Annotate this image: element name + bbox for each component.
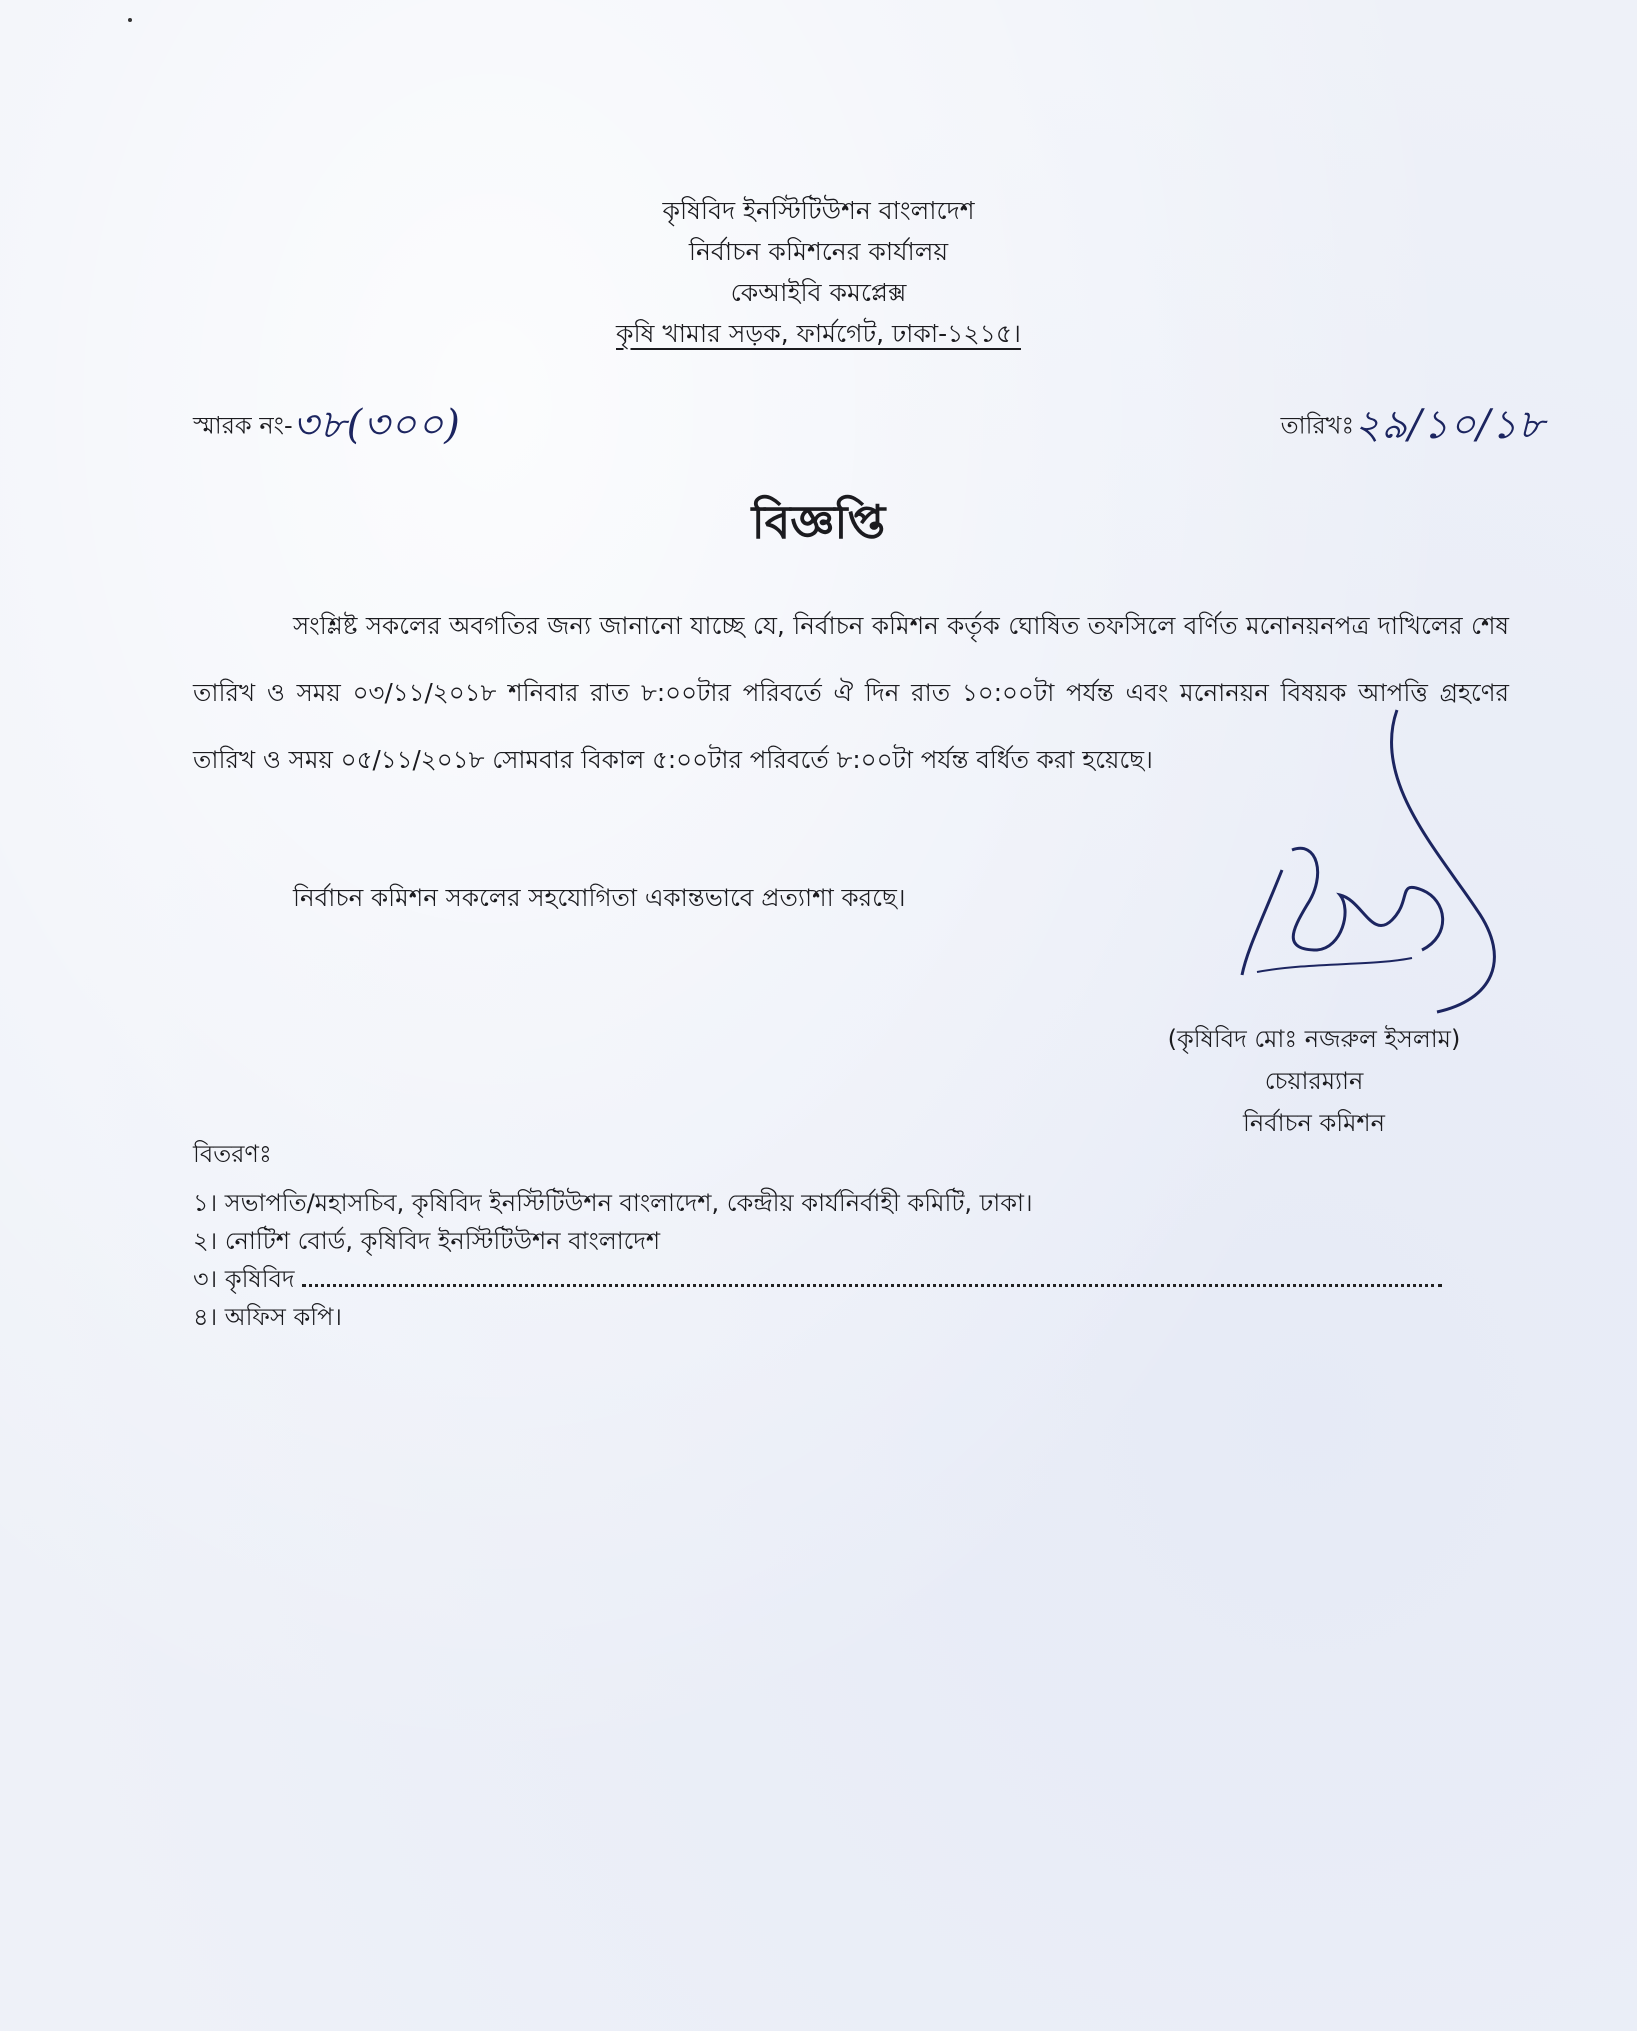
distribution-list — [193, 1184, 1442, 1336]
date-label: তারিখঃ — [1280, 411, 1355, 440]
list-item: ৪। অফিস কপি। — [193, 1303, 342, 1331]
signatory-name: (কৃষিবিদ মোঃ নজরুল ইসলাম) — [1167, 1025, 1461, 1053]
address: কৃষি খামার সড়ক, ফার্মগেট, ঢাকা-১২১৫। — [616, 319, 1021, 348]
office-name: নির্বাচন কমিশনের কার্যালয় — [688, 237, 949, 266]
list-item-label: ৩। কৃষিবিদ — [193, 1265, 295, 1293]
memo-number — [193, 393, 461, 460]
org-name: কৃষিবিদ ইনস্টিটিউশন বাংলাদেশ — [662, 196, 975, 225]
signatory-body: নির্বাচন কমিশন — [1243, 1109, 1385, 1137]
letterhead — [0, 190, 1637, 354]
notice-title: বিজ্ঞপ্তি — [751, 495, 886, 549]
list-item: ১। সভাপতি/মহাসচিব, কৃষিবিদ ইনস্টিটিউশন বাংলাদেশ, কেন্দ্রীয় কার্যনির্বাহী কমিটি, ঢাকা। — [193, 1189, 1033, 1217]
memo-handwritten-number: ৩৮(৩০০) — [292, 402, 461, 448]
notice-body: সংশ্লিষ্ট সকলের অবগতির জন্য জানানো যাচ্ছে যে, নির্বাচন কমিশন কর্তৃক ঘোষিত তফসিলে বর্ণিত মনোনয়নপত্র দাখিলের শেষ তারিখ ও সময় ০৩/১১/২০১৮ শনিবার রাত ৮:০০টার পরিবর্তে ঐ দিন রাত ১০:০০টা পর্যন্ত এবং মনোনয়ন বিষয়ক আপত্তি গ্রহণের তারিখ ও সময় ০৫/১১/২০১৮ সোমবার বিকাল ৫:০০টার পরিবর্তে ৮:০০টা পর্যন্ত বর্ধিত করা হয়েছে। — [193, 611, 1509, 774]
closing-line: নির্বাচন কমিশন সকলের সহযোগিতা একান্তভাবে প্রত্যাশা করছে। — [293, 883, 906, 912]
dotted-fill-line — [302, 1266, 1442, 1287]
memo-label: স্মারক নং- — [193, 411, 293, 440]
date-handwritten-value: ২৯/১০/১৮ — [1354, 402, 1545, 448]
list-item: ২। নোটিশ বোর্ড, কৃষিবিদ ইনস্টিটিউশন বাংলাদেশ — [193, 1227, 661, 1255]
date — [1281, 393, 1545, 460]
signature-icon — [1222, 700, 1542, 1030]
signatory-block — [1124, 1018, 1504, 1144]
complex-name: কেআইবি কমপ্লেক্স — [730, 278, 907, 307]
list-item — [193, 1260, 1442, 1298]
scan-speck — [128, 18, 132, 22]
signatory-role: চেয়ারম্যান — [1264, 1067, 1364, 1095]
distribution-label: বিতরণঃ — [193, 1140, 272, 1168]
